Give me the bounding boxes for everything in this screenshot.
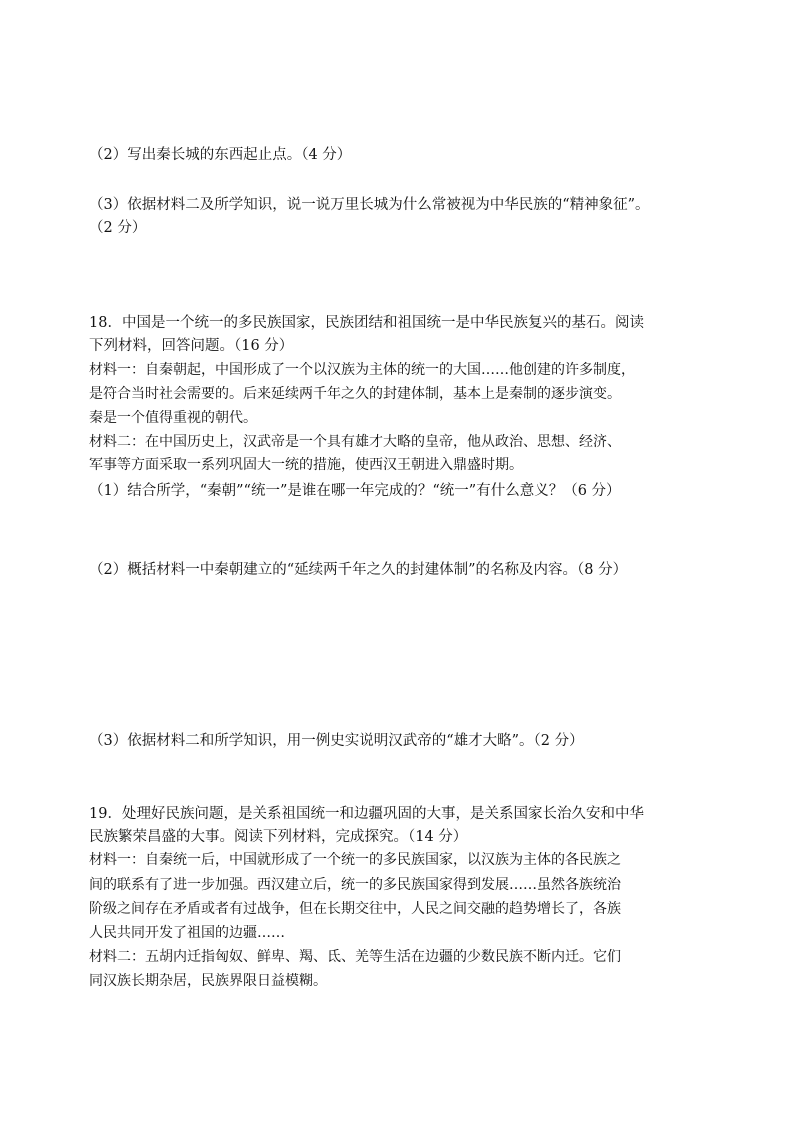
q18-material1-line3: 秦是一个值得重视的朝代。 (89, 410, 257, 426)
q19-stem-line2: 民族繁荣昌盛的大事。阅读下列材料，完成探究。（14 分） (89, 829, 468, 845)
q18-material2-line1: 材料二：在中国历史上，汉武帝是一个具有雄才大略的皇帝，他从政治、思想、经济、 (89, 434, 621, 450)
q18-material1-line1: 材料一：自秦朝起，中国形成了一个以汉族为主体的统一的大国……他创建的许多制度， (89, 362, 635, 378)
q17-sub2: （2）写出秦长城的东西起止点。（4 分） (89, 147, 352, 163)
q19-material1-line2: 间的联系有了进一步加强。西汉建立后，统一的多民族国家得到发展……虽然各族统治 (89, 877, 621, 893)
q17-sub3-line1: （3）依据材料二及所学知识，说一说万里长城为什么常被视为中华民族的“精神象征”。 (89, 197, 650, 213)
q19-material2-line2: 同汉族长期杂居，民族界限日益模糊。 (89, 973, 327, 989)
q18-stem-line2: 下列材料，回答问题。（16 分） (89, 338, 294, 354)
q17-sub3-line2: （2 分） (89, 220, 147, 236)
q18-stem-line1: 18．中国是一个统一的多民族国家，民族团结和祖国统一是中华民族复兴的基石。阅读 (89, 315, 644, 331)
q19-material1-line3: 阶级之间存在矛盾或者有过战争，但在长期交往中，人民之间交融的趋势增长了，各族 (89, 901, 621, 917)
q18-material2-line2: 军事等方面采取一系列巩固大一统的措施，使西汉王朝进入鼎盛时期。 (89, 457, 523, 473)
q18-sub2: （2）概括材料一中秦朝建立的“延续两千年之久的封建体制”的名称及内容。（8 分） (89, 562, 628, 578)
q19-stem-line1: 19．处理好民族问题，是关系祖国统一和边疆巩固的大事，是关系国家长治久安和中华 (89, 806, 644, 822)
q19-material2-line1: 材料二：五胡内迁指匈奴、鲜卑、羯、氐、羌等生活在边疆的少数民族不断内迁。它们 (89, 949, 621, 965)
q18-sub1: （1）结合所学，“秦朝”“统一”是谁在哪一年完成的？“统一”有什么意义？（6 分） (89, 483, 621, 499)
q19-material1-line4: 人民共同开发了祖国的边疆…… (89, 925, 285, 941)
q18-material1-line2: 是符合当时社会需要的。后来延续两千年之久的封建体制，基本上是秦制的逐步演变。 (89, 386, 621, 402)
q19-material1-line1: 材料一：自秦统一后，中国就形成了一个统一的多民族国家，以汉族为主体的各民族之 (89, 852, 621, 868)
q18-sub3: （3）依据材料二和所学知识，用一例史实说明汉武帝的“雄才大略”。（2 分） (89, 733, 584, 749)
